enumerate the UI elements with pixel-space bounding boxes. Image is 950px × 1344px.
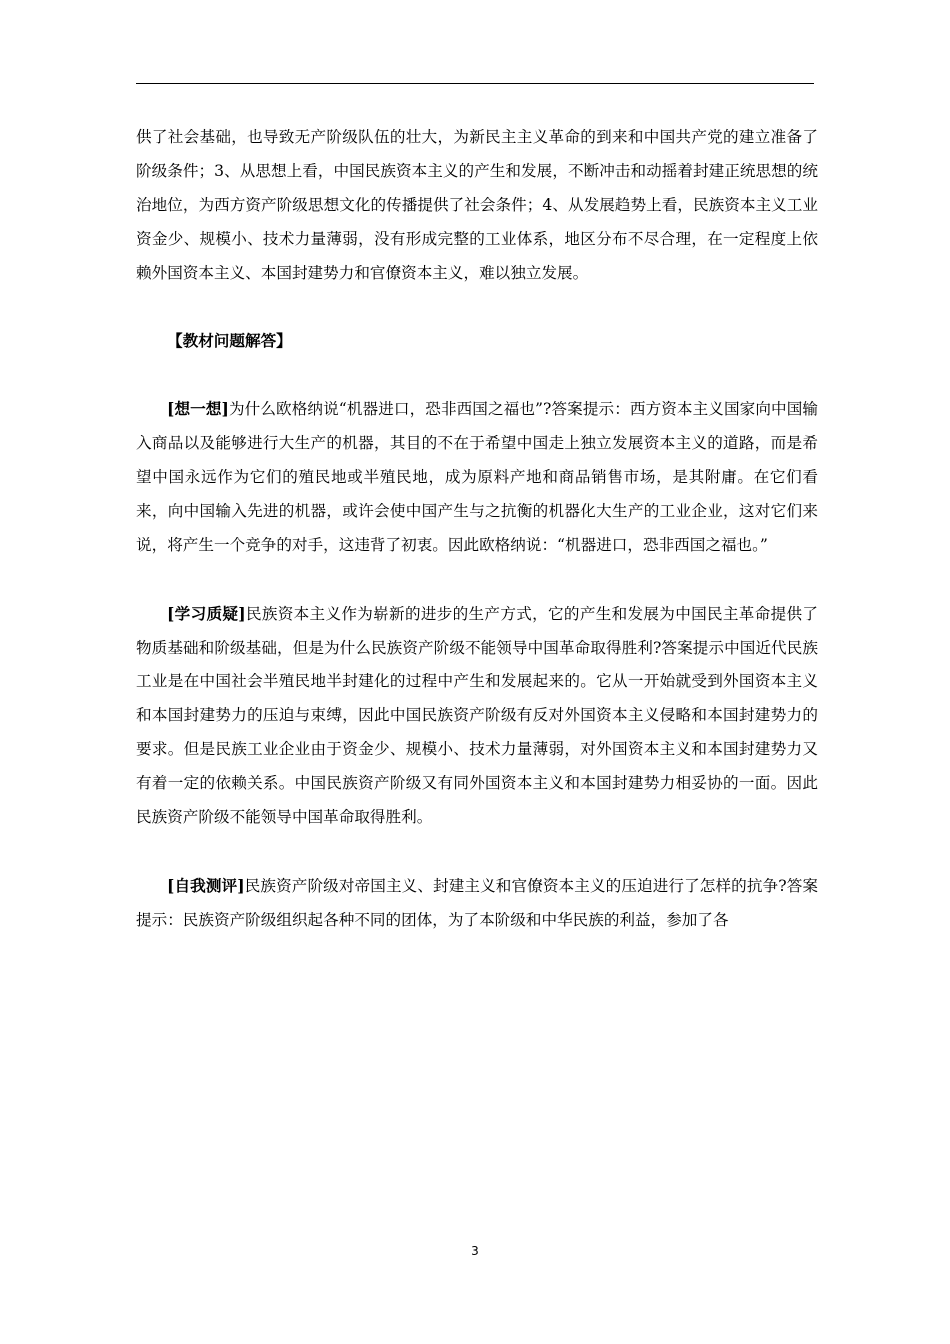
qa-think-paragraph [136,392,818,563]
paragraph-gap [136,291,818,325]
qa-selftest-paragraph [136,869,818,938]
paragraph-gap [136,835,818,869]
qa-question-paragraph [136,597,818,835]
page-number: 3 [471,1244,479,1258]
paragraph-gap [136,563,818,597]
qa-question-tag: [学习质疑] [167,603,246,623]
qa-think-tag: [想一想] [167,399,229,419]
section-heading: 【教材问题解答】 [167,331,292,351]
qa-think-text: 为什么欧格纳说“机器进口，恐非西国之福也”?答案提示：西方资本主义国家向中国输入商品以及能够进行大生产的机器，其目的不在于希望中国走上独立发展资本主义的道路，而是希望中国永远作为它们的殖民地或半殖民地，成为原料产地和商品销售市场，是其附庸。在它们看来，向中国输入先进的机器，或许会使中国产生与之抗衡的机器化大生产的工业企业，这对它们来说，将产生一个竞争的对手，这违背了初衷。因此欧格纳说：“机器进口，恐非西国之福也。” [136,400,818,554]
page-body [136,121,818,938]
qa-selftest-tag: [自我测评] [167,875,245,895]
paragraph-gap [136,358,818,392]
qa-selftest-text: 民族资产阶级对帝国主义、封建主义和官僚资本主义的压迫进行了怎样的抗争?答案提示：民族资产阶级组织起各种不同的团体，为了本阶级和中华民族的利益，参加了各 [136,876,818,929]
header-rule [136,83,814,84]
intro-paragraph: 供了社会基础，也导致无产阶级队伍的壮大，为新民主主义革命的到来和中国共产党的建立准备了阶级条件；3、从思想上看，中国民族资本主义的产生和发展，不断冲击和动摇着封建正统思想的统治地位，为西方资产阶级思想文化的传播提供了社会条件；4、从发展趋势上看，民族资本主义工业资金少、规模小、技术力量薄弱，没有形成完整的工业体系，地区分布不尽合理，在一定程度上依赖外国资本主义、本国封建势力和官僚资本主义，难以独立发展。 [136,128,818,282]
qa-question-text: 民族资本主义作为崭新的进步的生产方式，它的产生和发展为中国民主革命提供了物质基础和阶级基础，但是为什么民族资产阶级不能领导中国革命取得胜利?答案提示中国近代民族工业是在中国社会半殖民地半封建化的过程中产生和发展起来的。它从一开始就受到外国资本主义和本国封建势力的压迫与束缚，因此中国民族资产阶级有反对外国资本主义侵略和本国封建势力的要求。但是民族工业企业由于资金少、规模小、技术力量薄弱，对外国资本主义和本国封建势力又有着一定的依赖关系。中国民族资产阶级又有同外国资本主义和本国封建势力相妥协的一面。因此民族资产阶级不能领导中国革命取得胜利。 [136,604,818,827]
